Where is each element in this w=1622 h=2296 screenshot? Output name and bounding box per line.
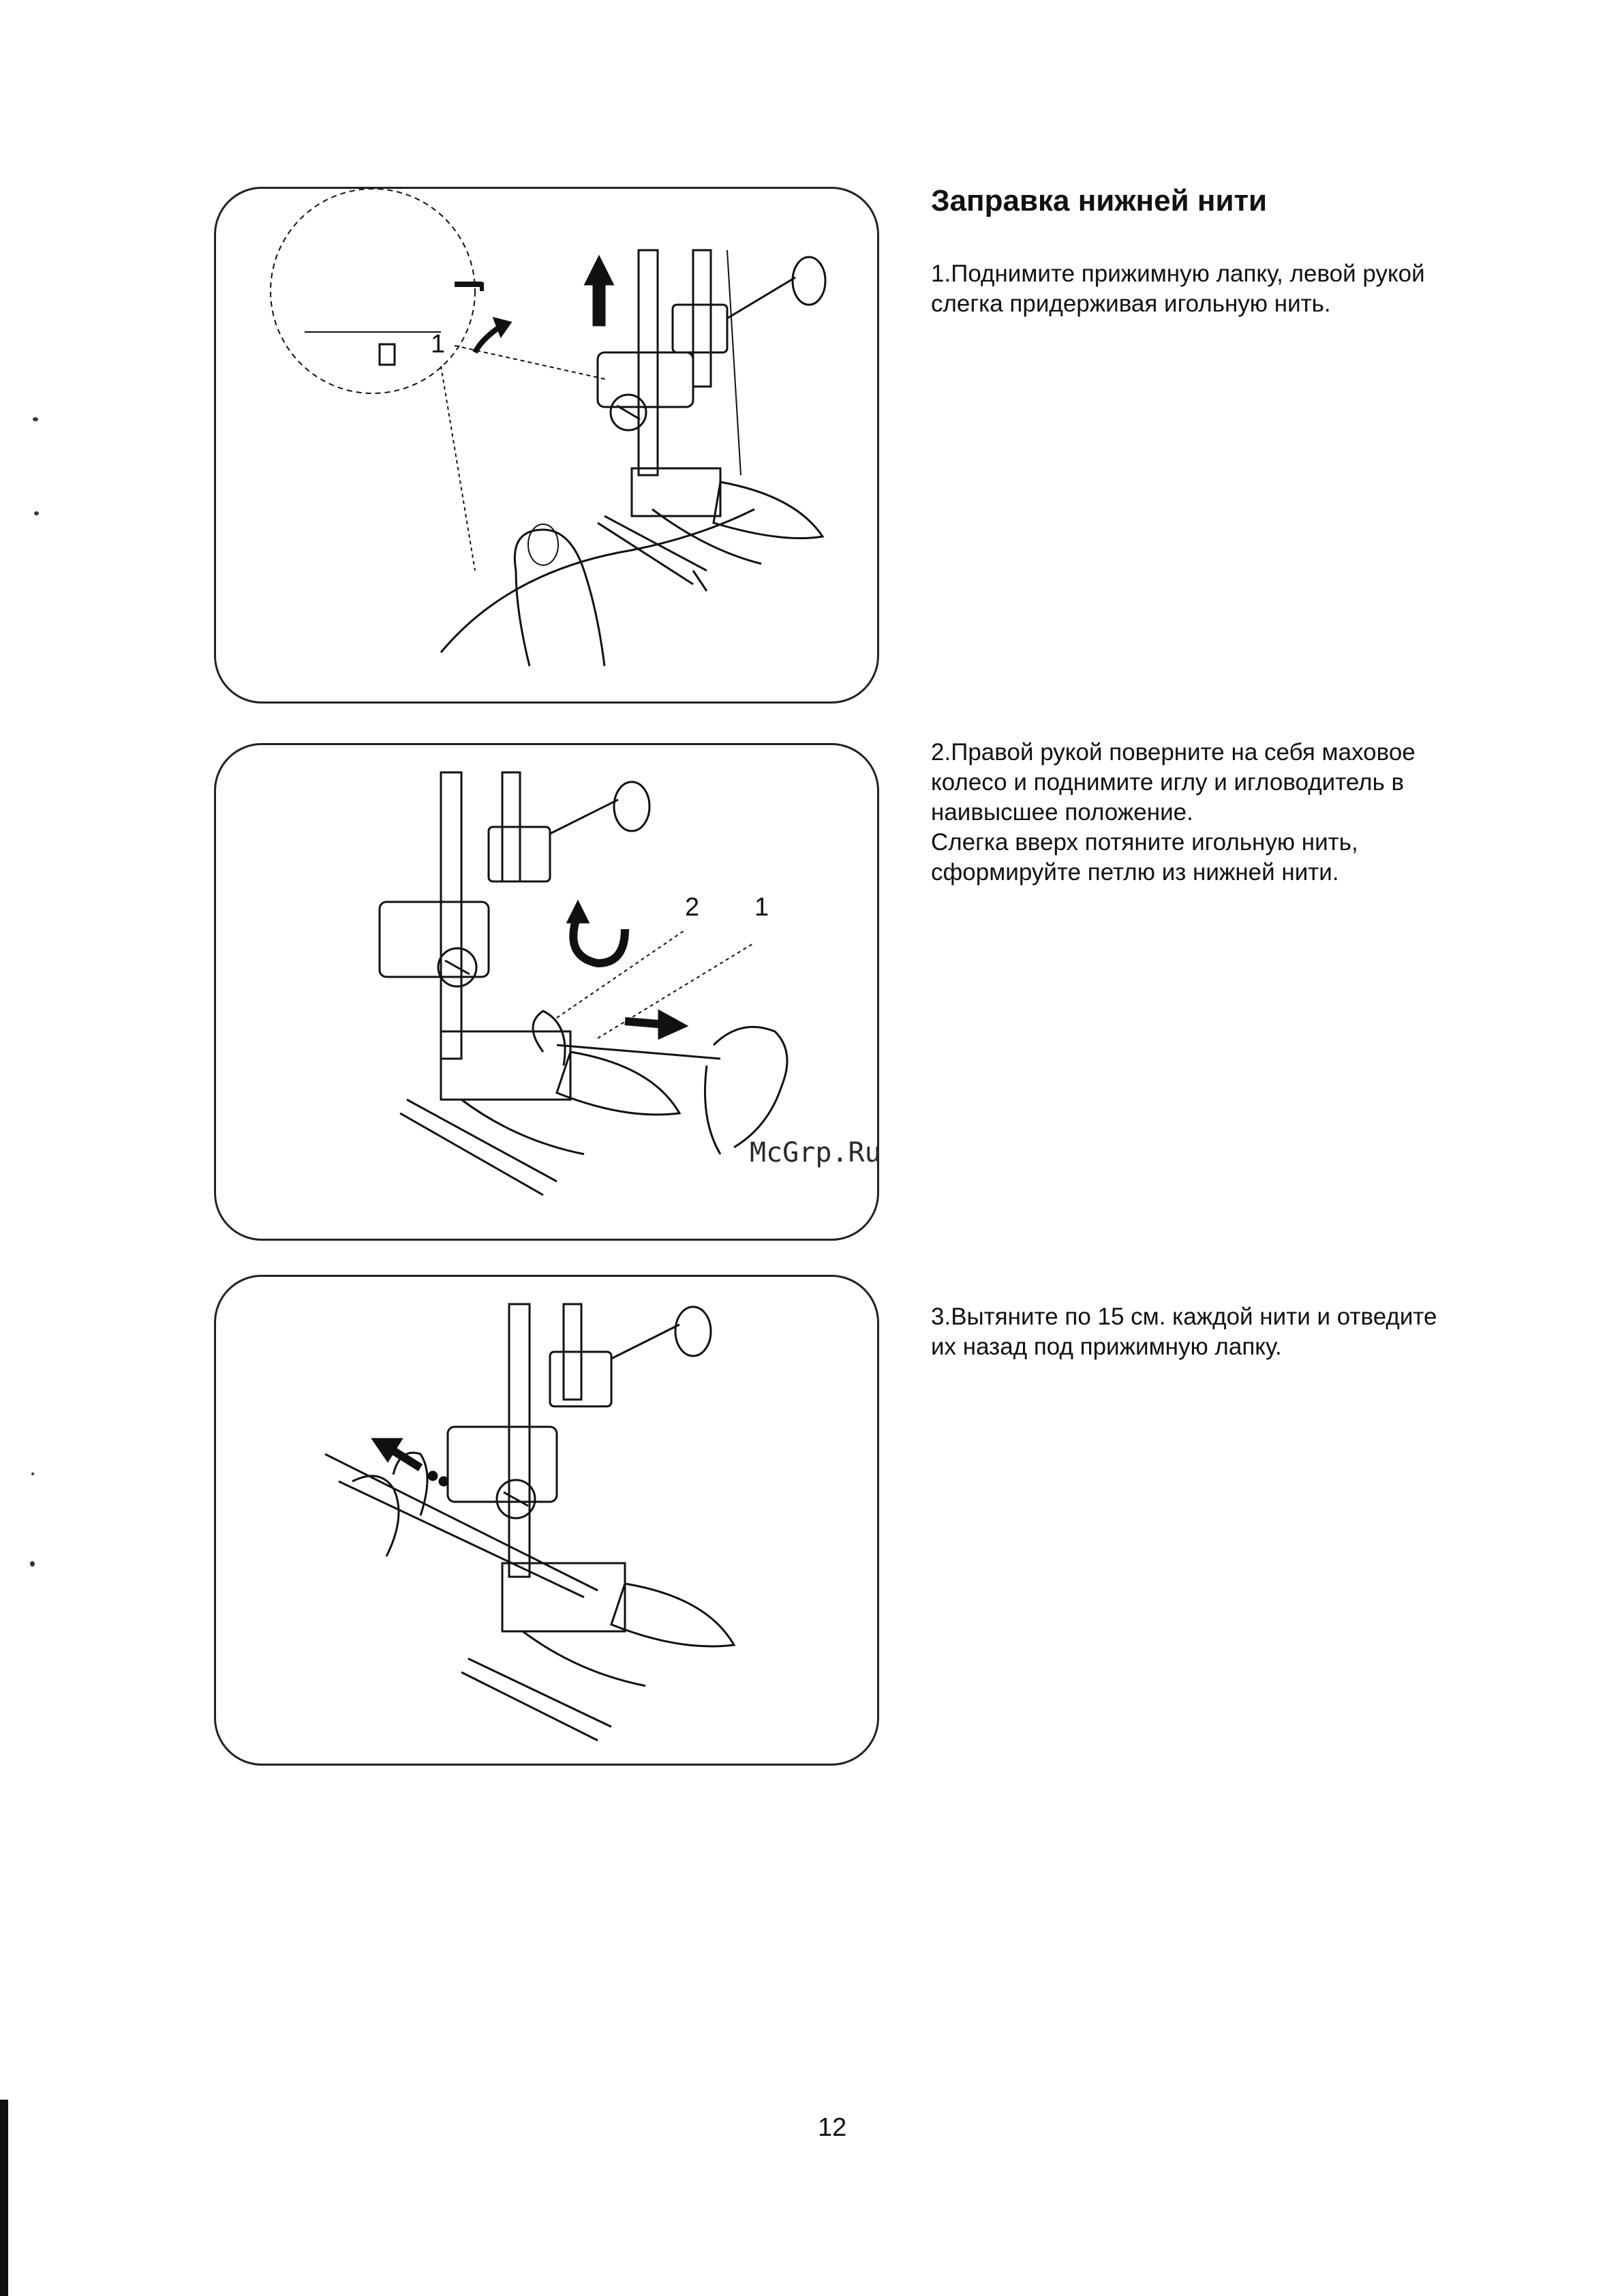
- step-line: 2.Правой рукой поверните на себя маховое: [931, 739, 1416, 766]
- step-line: слегка придерживая игольную нить.: [931, 290, 1331, 317]
- scan-edge: [0, 2100, 8, 2296]
- pull-threads-back-illustration-icon: [216, 1277, 877, 1764]
- step-line: Слегка вверх потяните игольную нить,: [931, 829, 1358, 856]
- presser-foot-raise-illustration-icon: [216, 189, 877, 701]
- step-line: 3.Вытяните по 15 см. каждой нити и отведите: [931, 1303, 1437, 1330]
- callout-2: 2: [685, 893, 700, 922]
- step-line: наивысшее положение.: [931, 799, 1193, 826]
- step-3-text: [931, 1302, 1544, 1362]
- step-2-text: [931, 738, 1544, 888]
- scan-speck: [33, 417, 38, 421]
- section-title: Заправка нижней нити: [931, 184, 1268, 217]
- watermark: McGrp.Ru: [750, 1137, 881, 1168]
- figure-3-panel: [214, 1275, 879, 1766]
- scan-speck: [30, 1561, 35, 1567]
- step-1-text: [931, 259, 1544, 319]
- callout-1: 1: [754, 893, 769, 922]
- page-number: 12: [818, 2113, 847, 2142]
- step-line: сформируйте петлю из нижней нити.: [931, 859, 1339, 886]
- scan-speck: [34, 511, 39, 515]
- scan-speck: [31, 1472, 34, 1475]
- figure-1-panel: [214, 187, 879, 704]
- callout-1: 1: [431, 330, 446, 359]
- step-line: колесо и поднимите иглу и игловодитель в: [931, 769, 1405, 796]
- step-line: их назад под прижимную лапку.: [931, 1333, 1282, 1360]
- step-line: 1.Поднимите прижимную лапку, левой рукой: [931, 260, 1425, 287]
